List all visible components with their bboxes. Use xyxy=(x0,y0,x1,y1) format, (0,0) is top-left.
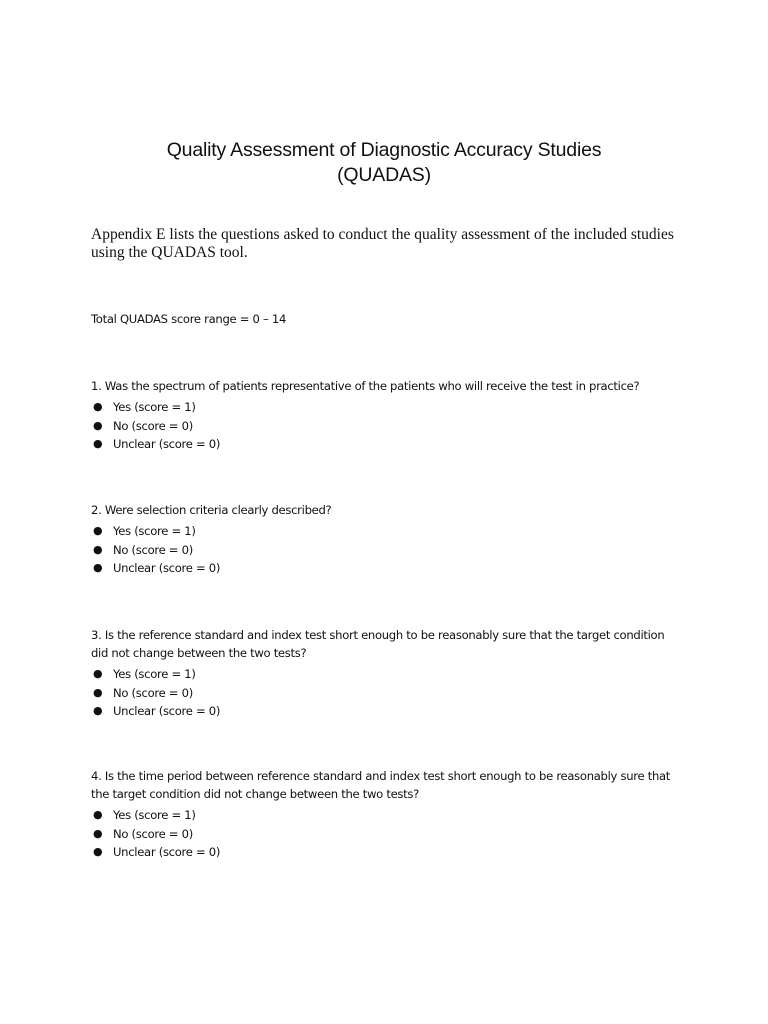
bullet-icon: ● xyxy=(93,542,103,556)
bullet-icon: ● xyxy=(93,685,103,699)
option-yes xyxy=(91,665,681,684)
document-title xyxy=(0,138,768,188)
answer-options xyxy=(91,398,681,454)
option-label: No (score = 0) xyxy=(113,542,193,557)
title-line-2: (QUADAS) xyxy=(337,164,431,186)
bullet-icon: ● xyxy=(93,418,103,432)
option-yes xyxy=(91,806,681,825)
option-unclear xyxy=(91,559,681,578)
question-2 xyxy=(91,501,681,578)
option-label: Unclear (score = 0) xyxy=(113,704,221,718)
answer-options xyxy=(91,665,681,721)
option-yes xyxy=(91,522,681,541)
bullet-icon: ● xyxy=(93,437,103,450)
option-label: No (score = 0) xyxy=(113,685,193,700)
option-no xyxy=(91,825,681,844)
bullet-icon: ● xyxy=(93,400,103,413)
question-text: 2. Were selection criteria clearly described? xyxy=(91,503,332,517)
option-label: Unclear (score = 0) xyxy=(113,437,221,451)
option-no xyxy=(91,684,681,703)
option-unclear xyxy=(91,843,681,862)
bullet-icon: ● xyxy=(93,561,103,574)
question-text: 4. Is the time period between reference standard and index test short enough to be reasonably sure that the target condition did not change between the two tests? xyxy=(91,769,671,801)
option-label: Unclear (score = 0) xyxy=(113,561,221,575)
option-label: No (score = 0) xyxy=(113,418,193,433)
question-1 xyxy=(91,377,681,454)
answer-options xyxy=(91,806,681,862)
total-score-range: Total QUADAS score range = 0 – 14 xyxy=(91,312,287,326)
bullet-icon: ● xyxy=(93,667,103,680)
title-line-1: Quality Assessment of Diagnostic Accuracy Studies xyxy=(166,139,602,161)
option-label: Unclear (score = 0) xyxy=(113,845,221,859)
bullet-icon: ● xyxy=(93,704,103,717)
option-label: Yes (score = 1) xyxy=(113,667,196,681)
question-text: 1. Was the spectrum of patients representative of the patients who will receive the test in practice? xyxy=(91,379,640,393)
option-yes xyxy=(91,398,681,417)
option-label: Yes (score = 1) xyxy=(113,524,196,538)
option-no xyxy=(91,541,681,560)
option-label: Yes (score = 1) xyxy=(113,808,196,822)
answer-options xyxy=(91,522,681,578)
bullet-icon: ● xyxy=(93,524,103,537)
bullet-icon: ● xyxy=(93,808,103,821)
bullet-icon: ● xyxy=(93,845,103,858)
option-label: Yes (score = 1) xyxy=(113,400,196,414)
option-label: No (score = 0) xyxy=(113,826,193,841)
question-3 xyxy=(91,626,681,721)
option-no xyxy=(91,417,681,436)
intro-paragraph: Appendix E lists the questions asked to conduct the quality assessment of the included studies using the QUADAS tool. xyxy=(91,226,674,261)
question-text: 3. Is the reference standard and index test short enough to be reasonably sure that the target condition did not change between the two tests? xyxy=(91,628,665,660)
question-4 xyxy=(91,767,681,862)
option-unclear xyxy=(91,702,681,721)
option-unclear xyxy=(91,435,681,454)
bullet-icon: ● xyxy=(93,826,103,840)
